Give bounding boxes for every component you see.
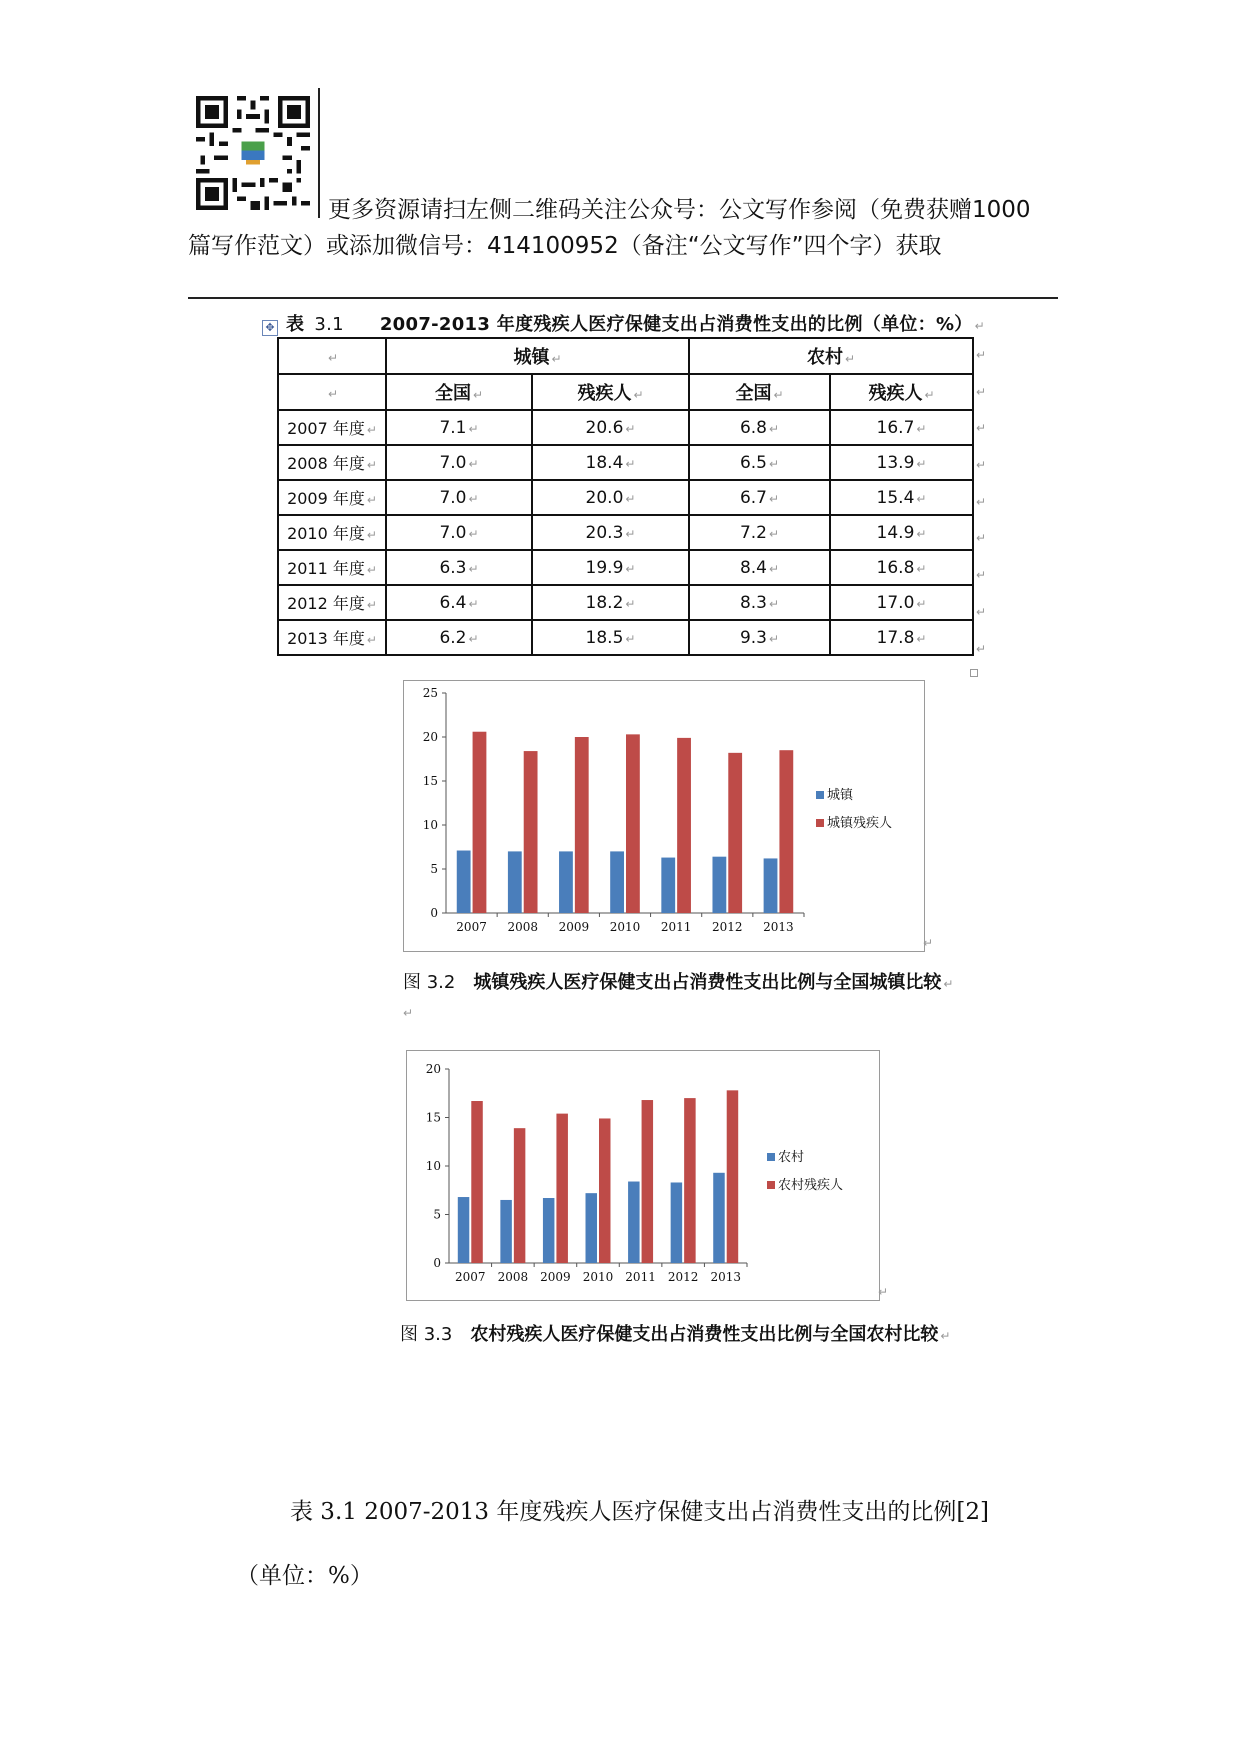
bar-national	[713, 1173, 724, 1263]
sub-header-cell: 残疾人 ↵	[830, 374, 973, 410]
bar-national	[543, 1198, 554, 1263]
bar-national	[712, 857, 726, 913]
chart-rural-caption: 图 3.3 农村残疾人医疗保健支出占消费性支出比例与全国农村比较 ↵	[400, 1324, 951, 1345]
bar-national	[610, 851, 624, 913]
bar-disabled	[471, 1101, 482, 1263]
table-row	[278, 445, 973, 480]
bar-disabled	[473, 732, 487, 913]
legend-swatch	[767, 1181, 775, 1189]
value-cell: 16.7 ↵	[830, 410, 973, 445]
x-tick-label: 2011	[625, 1270, 656, 1284]
chart-rural	[406, 1050, 880, 1301]
x-tick-label: 2007	[456, 920, 487, 934]
x-tick-label: 2012	[667, 1270, 699, 1284]
bar-national	[628, 1182, 639, 1263]
row-end-marks: ↵ ↵ ↵ ↵ ↵ ↵ ↵ ↵ ↵	[976, 348, 987, 656]
paragraph-mark-icon: ↵	[974, 319, 985, 333]
bar-disabled	[556, 1114, 567, 1263]
value-cell: 7.1 ↵	[386, 410, 532, 445]
chart-urban	[403, 680, 925, 952]
y-tick-label: 20	[422, 730, 438, 744]
y-tick-label: 10	[425, 1159, 441, 1173]
bar-national	[508, 851, 522, 913]
sub-header-cell: 全国 ↵	[386, 374, 532, 410]
bar-disabled	[626, 734, 640, 913]
bar-national	[764, 858, 778, 913]
promo-text-content: 更多资源请扫左侧二维码关注公众号：公文写作参阅（免费获赠1000篇写作范文）或添加微信号：414100952（备注“公文写作”四个字）获取	[188, 197, 1031, 259]
group-header-urban: 城镇 ↵	[386, 338, 689, 374]
value-cell: 8.3 ↵	[689, 585, 830, 620]
x-tick-label: 2008	[507, 920, 538, 934]
table-caption-title: 2007-2013 年度残疾人医疗保健支出占消费性支出的比例（单位：%）	[379, 314, 973, 335]
value-cell: 7.0 ↵	[386, 480, 532, 515]
y-tick-label: 10	[422, 818, 438, 832]
value-cell: 20.3 ↵	[532, 515, 689, 550]
table-corner-cell: ↵	[278, 338, 386, 374]
value-cell: 14.9 ↵	[830, 515, 973, 550]
value-cell: 17.8 ↵	[830, 620, 973, 655]
chart-svg	[404, 681, 924, 951]
legend-label: 农村	[778, 1150, 805, 1165]
bar-disabled	[524, 751, 538, 913]
legend-swatch	[816, 791, 824, 799]
chart-urban-caption-number: 图 3.2	[403, 972, 456, 993]
table-caption	[286, 310, 985, 336]
value-cell: 7.0 ↵	[386, 515, 532, 550]
x-tick-label: 2007	[455, 1270, 486, 1284]
row-year-cell: 2008 年度 ↵	[278, 445, 386, 480]
promo-text	[188, 192, 1048, 264]
bar-national	[458, 1197, 469, 1263]
y-tick-label: 15	[425, 1110, 441, 1125]
bar-disabled	[684, 1098, 695, 1263]
bar-national	[559, 851, 573, 913]
x-tick-label: 2010	[609, 920, 641, 934]
value-cell: 8.4 ↵	[689, 550, 830, 585]
table-group-header-row	[278, 338, 973, 374]
chart-rural-caption-number: 图 3.3	[400, 1324, 453, 1345]
value-cell: 7.0 ↵	[386, 445, 532, 480]
x-tick-label: 2009	[540, 1270, 571, 1284]
bar-disabled	[514, 1128, 525, 1263]
table-body	[278, 410, 973, 655]
chart-svg	[407, 1051, 879, 1300]
bar-disabled	[727, 1090, 738, 1263]
bar-national	[671, 1182, 682, 1263]
paragraph-mark-icon: ↵	[878, 1285, 889, 1299]
table-corner-cell: ↵	[278, 374, 386, 410]
table-row	[278, 585, 973, 620]
table-caption-number: 3.1	[314, 314, 344, 335]
value-cell: 6.4 ↵	[386, 585, 532, 620]
y-tick-label: 25	[422, 686, 438, 700]
value-cell: 18.2 ↵	[532, 585, 689, 620]
table-move-handle-icon[interactable]: ✥	[262, 320, 278, 336]
sub-header-cell: 残疾人 ↵	[532, 374, 689, 410]
data-table	[277, 337, 974, 656]
table-row	[278, 410, 973, 445]
header-rule	[188, 297, 1058, 299]
table-caption-label: 表	[286, 314, 305, 335]
value-cell: 6.2 ↵	[386, 620, 532, 655]
x-tick-label: 2010	[582, 1270, 614, 1284]
bar-disabled	[779, 750, 793, 913]
chart-urban-caption-title: 城镇残疾人医疗保健支出占消费性支出比例与全国城镇比较	[473, 972, 942, 993]
row-year-cell: 2013 年度 ↵	[278, 620, 386, 655]
value-cell: 20.0 ↵	[532, 480, 689, 515]
body-paragraph	[236, 1480, 1026, 1608]
value-cell: 6.3 ↵	[386, 550, 532, 585]
paragraph-mark-icon: ↵	[923, 936, 934, 950]
value-cell: 17.0 ↵	[830, 585, 973, 620]
y-tick-label: 5	[430, 862, 438, 876]
bar-disabled	[728, 753, 742, 913]
row-year-cell: 2007 年度 ↵	[278, 410, 386, 445]
x-tick-label: 2013	[710, 1270, 741, 1284]
body-paragraph-text: 表 3.1 2007-2013 年度残疾人医疗保健支出占消费性支出的比例[2]（单位：%）	[236, 1499, 989, 1589]
x-tick-label: 2009	[558, 920, 590, 934]
legend-swatch	[767, 1153, 775, 1161]
table-row	[278, 480, 973, 515]
bar-national	[661, 858, 675, 913]
bar-national	[586, 1193, 597, 1263]
legend-label: 城镇残疾人	[827, 816, 893, 831]
x-tick-label: 2013	[763, 920, 794, 934]
value-cell: 9.3 ↵	[689, 620, 830, 655]
table-resize-handle-icon[interactable]	[970, 669, 978, 677]
bar-national	[500, 1200, 511, 1263]
value-cell: 20.6 ↵	[532, 410, 689, 445]
bar-disabled	[677, 738, 691, 913]
y-tick-label: 0	[433, 1256, 441, 1270]
x-tick-label: 2012	[712, 920, 743, 934]
y-tick-label: 0	[430, 906, 438, 920]
table-row	[278, 515, 973, 550]
bar-disabled	[575, 737, 589, 913]
y-tick-label: 5	[433, 1207, 441, 1222]
row-year-cell: 2010 年度 ↵	[278, 515, 386, 550]
x-tick-label: 2008	[497, 1270, 529, 1284]
value-cell: 6.7 ↵	[689, 480, 830, 515]
bar-disabled	[642, 1100, 653, 1263]
legend-label: 城镇	[827, 788, 854, 803]
value-cell: 19.9 ↵	[532, 550, 689, 585]
legend-label: 农村残疾人	[778, 1178, 844, 1193]
chart-urban-caption: 图 3.2 城镇残疾人医疗保健支出占消费性支出比例与全国城镇比较 ↵	[403, 972, 954, 993]
bar-national	[457, 851, 471, 913]
value-cell: 18.4 ↵	[532, 445, 689, 480]
value-cell: 6.5 ↵	[689, 445, 830, 480]
paragraph-mark-icon: ↵	[403, 1006, 414, 1020]
table-sub-header-row	[278, 374, 973, 410]
group-header-rural: 农村 ↵	[689, 338, 973, 374]
value-cell: 7.2 ↵	[689, 515, 830, 550]
y-tick-label: 20	[425, 1062, 441, 1076]
row-year-cell: 2009 年度 ↵	[278, 480, 386, 515]
value-cell: 15.4 ↵	[830, 480, 973, 515]
y-tick-label: 15	[422, 774, 438, 788]
legend-swatch	[816, 819, 824, 827]
value-cell: 6.8 ↵	[689, 410, 830, 445]
value-cell: 18.5 ↵	[532, 620, 689, 655]
x-tick-label: 2011	[660, 920, 692, 934]
value-cell: 16.8 ↵	[830, 550, 973, 585]
sub-header-cell: 全国 ↵	[689, 374, 830, 410]
value-cell: 13.9 ↵	[830, 445, 973, 480]
row-year-cell: 2011 年度 ↵	[278, 550, 386, 585]
table-row	[278, 550, 973, 585]
chart-rural-caption-title: 农村残疾人医疗保健支出占消费性支出比例与全国农村比较	[470, 1324, 939, 1345]
table-row	[278, 620, 973, 655]
bar-disabled	[599, 1118, 610, 1263]
row-year-cell: 2012 年度 ↵	[278, 585, 386, 620]
